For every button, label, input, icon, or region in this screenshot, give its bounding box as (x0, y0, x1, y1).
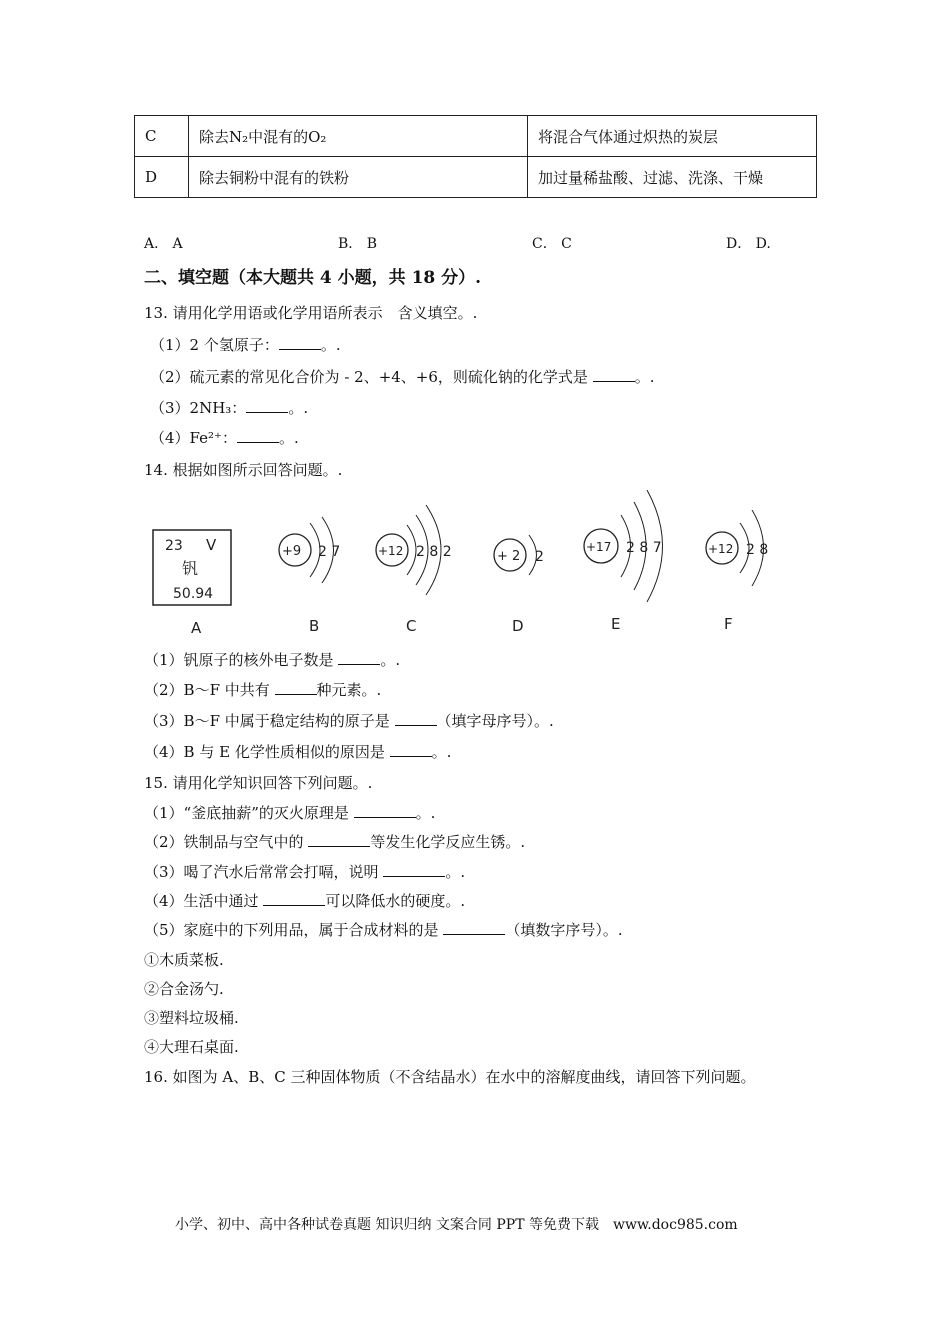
answer-blank[interactable] (390, 742, 432, 757)
q14-item-1-text: （1）钒原子的核外电子数是 (144, 651, 339, 669)
q15-option-3: ③塑料垃圾桶. (144, 1009, 239, 1027)
q15-item-4 (144, 890, 465, 911)
q13-item-3 (150, 397, 308, 418)
row-method: 加过量稀盐酸、过滤、洗涤、干燥 (528, 157, 817, 198)
q14-stem: 14. 根据如图所示回答问题。. (144, 461, 343, 479)
electron-shells: 2 7 (318, 544, 341, 560)
q15-item-3-text: （3）喝了汽水后常常会打嗝，说明 (144, 863, 384, 881)
choice-c[interactable]: C． C (532, 236, 572, 252)
q13-item-3-text: （3）2NH₃： (150, 399, 247, 417)
answer-blank[interactable] (263, 891, 325, 906)
choice-b[interactable]: B． B (338, 236, 378, 252)
choice-a[interactable]: A． A (144, 236, 183, 252)
electron-shells: 2 (535, 549, 544, 565)
q13-item-2 (150, 366, 654, 387)
answer-blank[interactable] (383, 862, 445, 877)
q13-item-2-end: 。. (634, 368, 655, 386)
answer-blank[interactable] (354, 803, 416, 818)
q15-item-5-end: （填数字序号）。. (505, 921, 623, 939)
q15-option-2: ②合金汤勺. (144, 980, 224, 998)
q13-item-3-end: 。. (288, 399, 309, 417)
q13-item-1-end: 。. (320, 336, 341, 354)
figure-label-a: A (191, 619, 202, 637)
answer-blank[interactable] (395, 711, 437, 726)
nucleus-charge: +9 (282, 544, 302, 559)
answer-blank[interactable] (593, 367, 635, 382)
q15-item-3 (144, 861, 465, 882)
electron-shells: 2 8 7 (626, 540, 662, 556)
answer-blank[interactable] (279, 335, 321, 350)
answer-blank[interactable] (338, 650, 380, 665)
answer-blank[interactable] (308, 832, 370, 847)
table-row (135, 157, 817, 198)
element-number: 23 (165, 538, 183, 554)
row-label: D (135, 157, 189, 198)
electron-shells: 2 8 2 (416, 544, 452, 560)
q14-item-4-end: 。. (431, 743, 452, 761)
element-mass: 50.94 (173, 586, 214, 602)
q13-item-4-text: （4）Fe²⁺： (150, 429, 237, 447)
answer-blank[interactable] (246, 398, 288, 413)
q15-option-4: ④大理石桌面. (144, 1038, 239, 1056)
q14-item-4 (144, 741, 451, 762)
q14-item-3 (144, 710, 554, 731)
figure-label-e: E (611, 615, 621, 633)
q14-item-2-end: 种元素。. (316, 681, 382, 699)
element-name: 钒 (182, 559, 199, 578)
q15-item-5-text: （5）家庭中的下列用品，属于合成材料的是 (144, 921, 444, 939)
answer-blank[interactable] (443, 920, 505, 935)
q15-item-2-end: 等发生化学反应生锈。. (370, 833, 526, 851)
options-table (134, 115, 817, 198)
q14-item-2-text: （2）B～F 中共有 (144, 681, 275, 699)
page-footer: 小学、初中、高中各种试卷真题 知识归纳 文案合同 PPT 等免费下载 www.doc985.com (175, 1217, 738, 1233)
figure-label-d: D (512, 617, 524, 635)
answer-blank[interactable] (275, 680, 317, 695)
electron-shells: 2 8 (746, 542, 769, 558)
atom-structure-figure (140, 490, 800, 640)
q14-item-4-text: （4）B 与 E 化学性质相似的原因是 (144, 743, 390, 761)
q14-item-1 (144, 649, 400, 670)
q13-item-1 (150, 334, 341, 355)
choice-d[interactable]: D． D. (726, 236, 771, 252)
q15-stem: 15. 请用化学知识回答下列问题。. (144, 774, 373, 792)
q14-item-3-end: （填字母序号）。. (436, 712, 554, 730)
nucleus-charge: +12 (378, 544, 404, 558)
row-method: 将混合气体通过炽热的炭层 (528, 116, 817, 157)
figure-label-b: B (309, 617, 320, 635)
q13-item-4-end: 。. (278, 429, 299, 447)
answer-blank[interactable] (237, 428, 279, 443)
nucleus-charge: +12 (708, 542, 734, 556)
figure-label-f: F (724, 615, 733, 633)
nucleus-charge: + 2 (497, 549, 521, 564)
q13-item-4 (150, 427, 299, 448)
q15-option-1: ①木质菜板. (144, 951, 224, 969)
q15-item-1 (144, 802, 435, 823)
row-purpose: 除去铜粉中混有的铁粉 (189, 157, 528, 198)
q14-item-3-text: （3）B～F 中属于稳定结构的原子是 (144, 712, 395, 730)
q14-item-2 (144, 679, 381, 700)
table-row (135, 116, 817, 157)
q15-item-1-text: （1）“釜底抽薪”的灭火原理是 (144, 804, 354, 822)
q15-item-2-text: （2）铁制品与空气中的 (144, 833, 309, 851)
q15-item-5 (144, 919, 623, 940)
row-label: C (135, 116, 189, 157)
q13-stem: 13. 请用化学用语或化学用语所表示 含义填空。. (144, 304, 478, 322)
section-title: 二、填空题（本大题共 4 小题，共 18 分）. (144, 268, 482, 288)
row-purpose: 除去N₂中混有的O₂ (189, 116, 528, 157)
q13-item-1-text: （1）2 个氢原子： (150, 336, 279, 354)
q14-item-1-end: 。. (380, 651, 401, 669)
q15-item-2 (144, 831, 525, 852)
nucleus-charge: +17 (586, 540, 612, 554)
element-symbol: V (206, 536, 217, 554)
q16-stem: 16. 如图为 A、B、C 三种固体物质（不含结晶水）在水中的溶解度曲线，请回答下列问题。 (144, 1068, 756, 1086)
q15-item-4-text: （4）生活中通过 (144, 892, 264, 910)
q15-item-1-end: 。. (415, 804, 436, 822)
q15-item-3-end: 。. (445, 863, 466, 881)
q15-item-4-end: 可以降低水的硬度。. (325, 892, 466, 910)
q13-item-2-text: （2）硫元素的常见化合价为 - 2、+4、+6，则硫化钠的化学式是 (150, 368, 593, 386)
figure-label-c: C (406, 617, 417, 635)
